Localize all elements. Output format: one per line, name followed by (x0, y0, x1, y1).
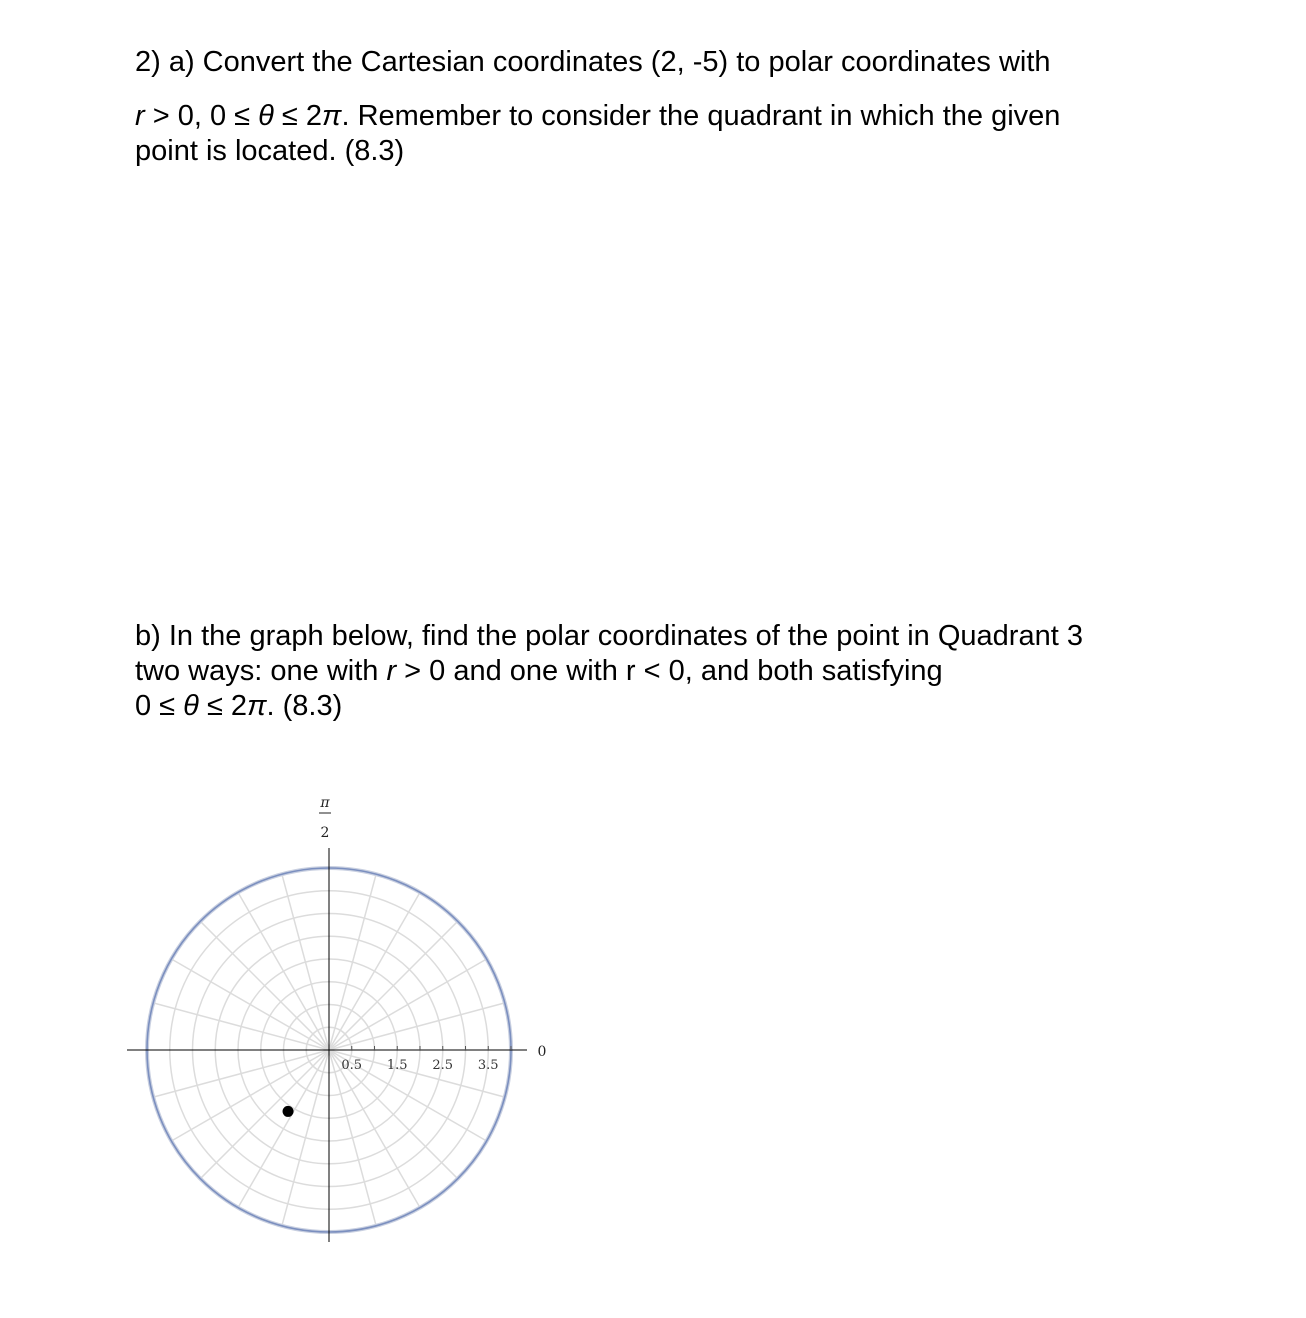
grid-spoke (329, 921, 458, 1050)
part-a-line-2-rest: . Remember to consider the quadrant in which the given (341, 100, 1061, 132)
grid-spoke (153, 1003, 329, 1050)
part-b-line-1: b) In the graph below, find the polar coordinates of the point in Quadrant 3 (135, 620, 1083, 652)
grid-spoke (282, 1050, 329, 1226)
grid-spoke (238, 1050, 329, 1208)
var-r: r (386, 655, 397, 687)
radial-tick-label: 3.5 (477, 1058, 499, 1073)
radial-tick-label: 0.5 (341, 1058, 363, 1073)
grid-spoke (153, 1050, 329, 1097)
angle-label-zero: 0 (537, 1044, 547, 1060)
grid-spoke (329, 1050, 420, 1208)
pi-symbol: π (247, 690, 267, 722)
axis-labels (319, 795, 546, 1060)
part-b-line-3-rest: . (8.3) (266, 690, 343, 722)
grid-spoke (171, 1050, 329, 1141)
grid-spoke (329, 1003, 505, 1050)
grid-spoke (282, 874, 329, 1050)
grid-spoke (329, 874, 376, 1050)
quadrant-3-point (283, 1106, 294, 1117)
part-b-line-3-range: ≤ 2 (198, 690, 248, 722)
grid-spoke (329, 959, 487, 1050)
grid-spoke (329, 1050, 376, 1226)
grid-spoke (200, 921, 329, 1050)
grid-spoke (329, 892, 420, 1050)
radial-tick-label: 1.5 (386, 1058, 408, 1073)
var-theta: θ (183, 690, 199, 722)
angle-label-numerator: π (320, 795, 330, 811)
radial-tick-label: 2.5 (432, 1058, 454, 1073)
range-text: ≤ 2 (273, 100, 323, 132)
part-b-line-2-rest: > 0 and one with r < 0, and both satisfying (396, 655, 943, 687)
conditions-text: > 0, 0 ≤ (144, 100, 259, 132)
var-r: r (135, 100, 145, 132)
angle-label-denominator: 2 (320, 825, 330, 841)
pi-symbol: π (322, 100, 342, 132)
part-b-line-2-start: two ways: one with (135, 655, 387, 687)
grid-spoke (200, 1050, 329, 1179)
part-a-line-1: 2) a) Convert the Cartesian coordinates (2, -5) to polar coordinates with (135, 46, 1051, 78)
part-b-line-3-start: 0 ≤ (135, 690, 184, 722)
part-a-line-3: point is located. (8.3) (135, 135, 405, 167)
grid-spoke (238, 892, 329, 1050)
data-points (283, 1106, 294, 1117)
var-theta: θ (258, 100, 274, 132)
grid-spoke (171, 959, 329, 1050)
